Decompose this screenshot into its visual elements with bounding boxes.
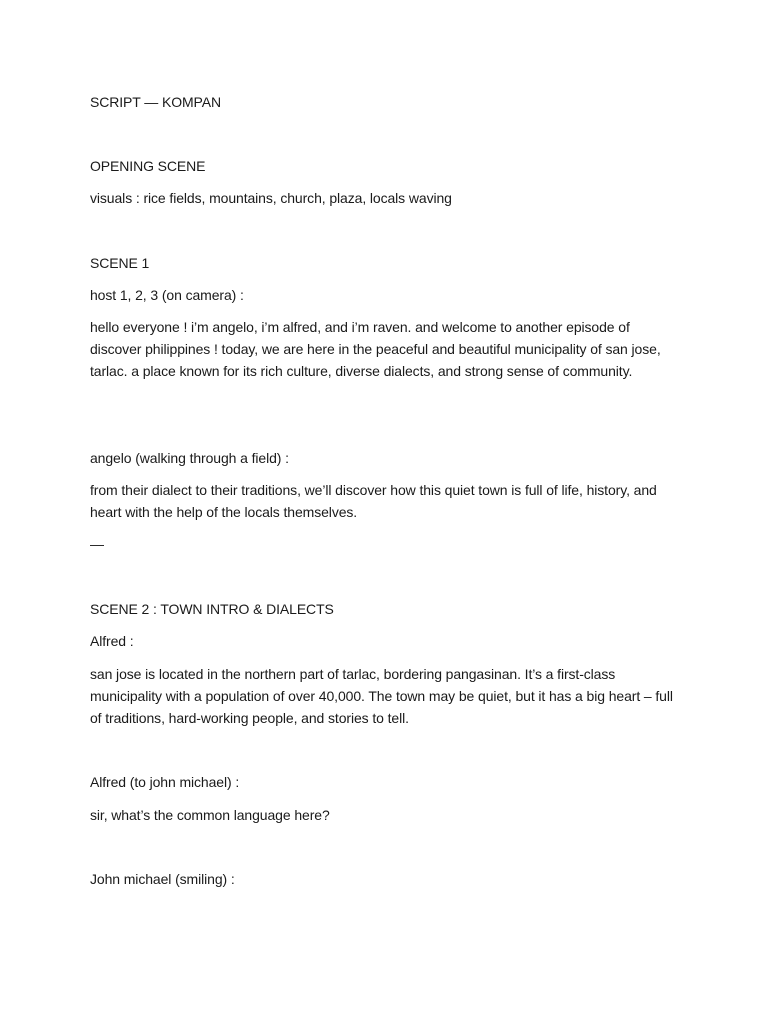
opening-scene-heading: OPENING SCENE xyxy=(90,158,206,174)
scene2-speaker-alfred-to-john: Alfred (to john michael) : xyxy=(90,774,240,790)
scene2-alfred-dialogue: san jose is located in the northern part of tarlac, bordering pangasinan. It’s a first-class municipality with a population of over 40,000. The town may be quiet, but it has a big heart – full of traditions, hard-working people, and stories to tell. xyxy=(90,666,673,726)
scene2-alfred-question: sir, what’s the common language here? xyxy=(90,807,330,823)
scene2-speaker-alfred: Alfred : xyxy=(90,633,134,649)
opening-visuals-text: visuals : rice fields, mountains, church, plaza, locals waving xyxy=(90,190,452,206)
scene1-hosts-dialogue: hello everyone ! i’m angelo, i’m alfred, and i’m raven. and welcome to another episode of discover philippines ! today, we are here in the peaceful and beautiful municipality of san jose, tarlac. a place known for its rich culture, diverse dialects, and strong sense of community. xyxy=(90,319,661,379)
scene1-speaker-hosts: host 1, 2, 3 (on camera) : xyxy=(90,287,244,303)
scene1-heading: SCENE 1 xyxy=(90,255,150,271)
scene2-heading: SCENE 2 : TOWN INTRO & DIALECTS xyxy=(90,601,334,617)
scene2-speaker-john-michael: John michael (smiling) : xyxy=(90,871,235,887)
scene1-angelo-dialogue: from their dialect to their traditions, we’ll discover how this quiet town is full of life, history, and heart with the help of the locals themselves. xyxy=(90,482,657,520)
scene1-speaker-angelo: angelo (walking through a field) : xyxy=(90,450,289,466)
script-title: SCRIPT — KOMPAN xyxy=(90,94,222,110)
section-separator: — xyxy=(90,536,104,552)
